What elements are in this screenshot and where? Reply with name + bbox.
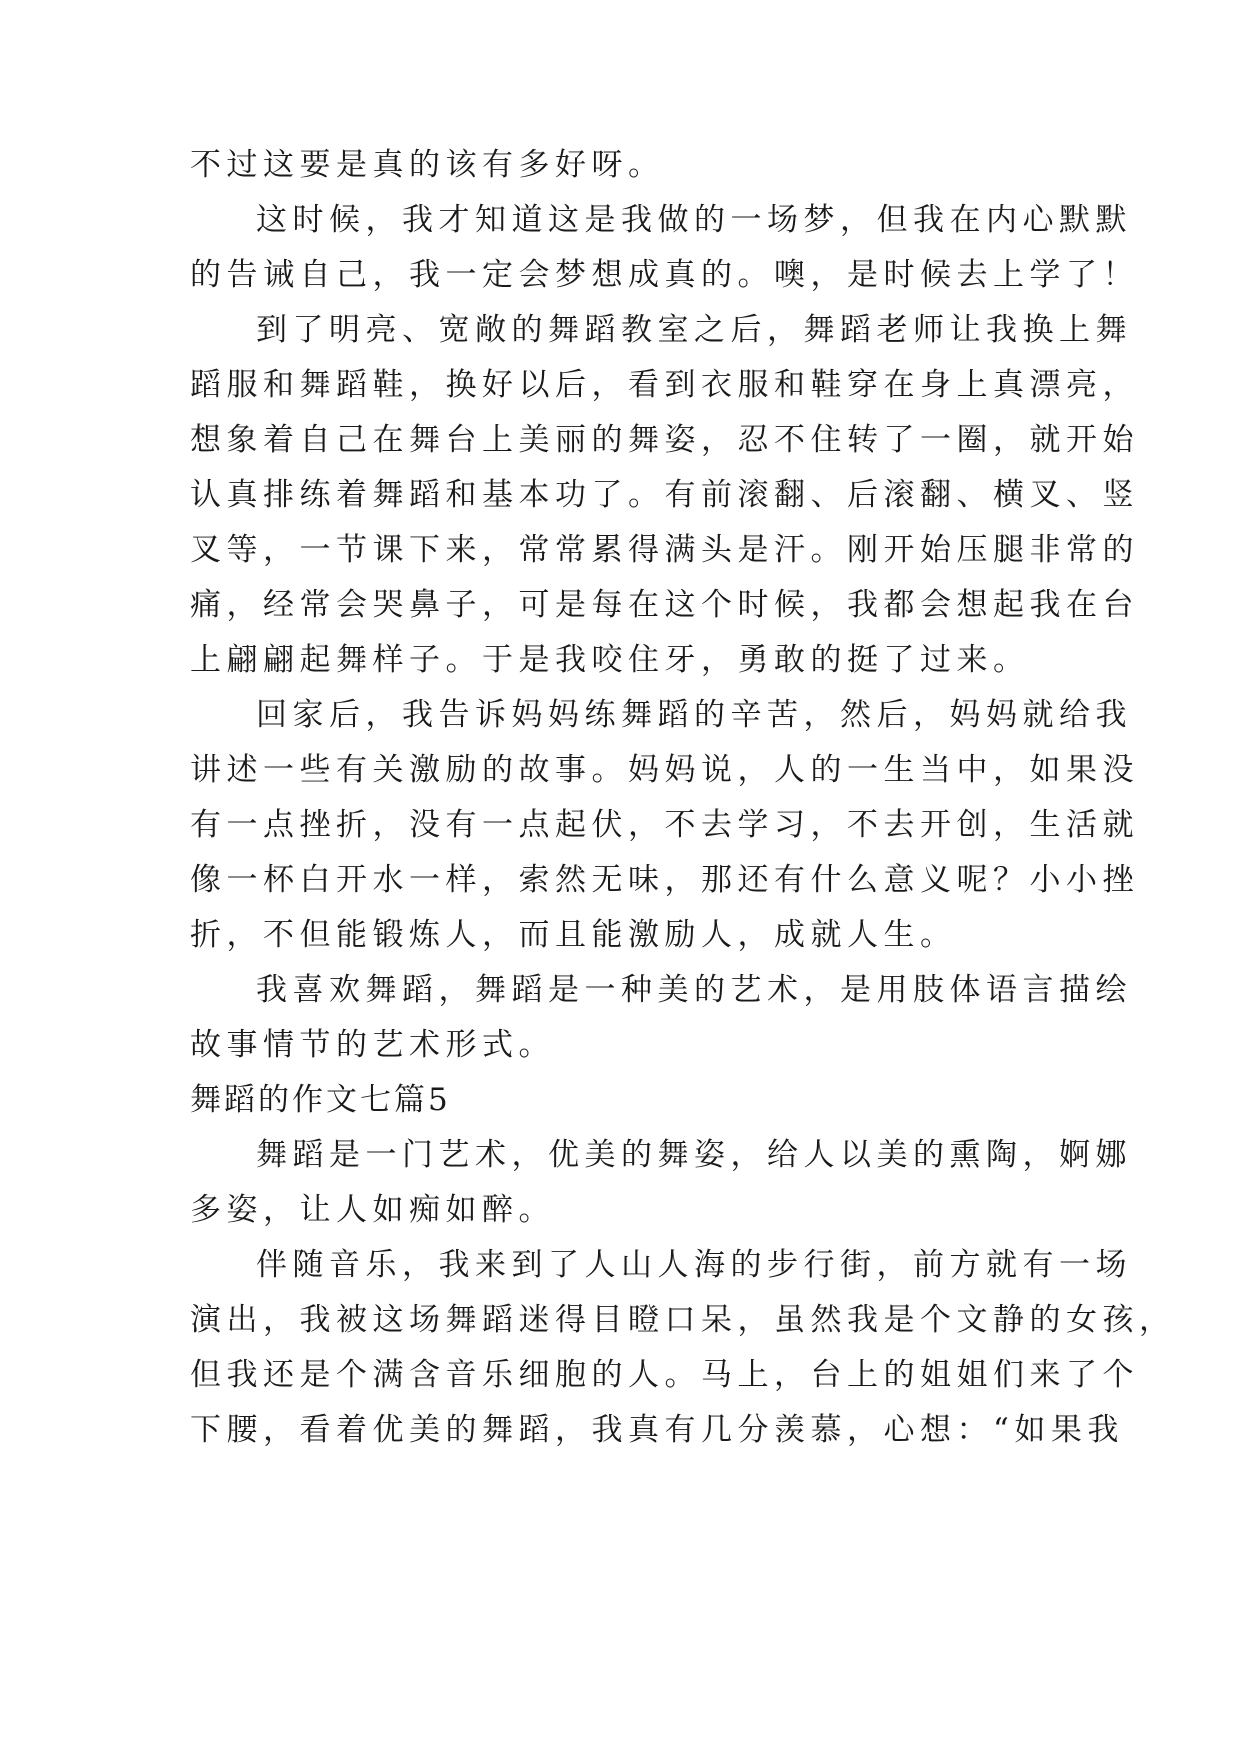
text-line: 叉等，一节课下来，常常累得满头是汗。刚开始压腿非常的: [190, 532, 1139, 568]
text-line: 认真排练着舞蹈和基本功了。有前滚翻、后滚翻、横叉、竖: [190, 477, 1139, 513]
text-line: 的告诫自己，我一定会梦想成真的。噢，是时候去上学了！: [190, 257, 1139, 293]
text-line: 像一杯白开水一样，索然无味，那还有什么意义呢？小小挫: [190, 862, 1139, 898]
text-line: 多姿，让人如痴如醉。: [190, 1192, 555, 1228]
text-line: 演出，我被这场舞蹈迷得目瞪口呆，虽然我是个文静的女孩，: [190, 1302, 1176, 1338]
text-line: 痛，经常会哭鼻子，可是每在这个时候，我都会想起我在台: [190, 587, 1139, 623]
paragraph-start-line: 舞蹈是一门艺术，优美的舞姿，给人以美的熏陶，婀娜: [256, 1137, 1132, 1173]
paragraph-start-line: 到了明亮、宽敞的舞蹈教室之后，舞蹈老师让我换上舞: [256, 312, 1132, 348]
text-line: 下腰，看着优美的舞蹈，我真有几分羡慕，心想：“如果我: [190, 1412, 1124, 1448]
paragraph-start-line: 我喜欢舞蹈，舞蹈是一种美的艺术，是用肢体语言描绘: [256, 972, 1132, 1008]
text-line: 上翩翩起舞样子。于是我咬住牙，勇敢的挺了过来。: [190, 642, 1030, 678]
text-line: 但我还是个满含音乐细胞的人。马上，台上的姐姐们来了个: [190, 1357, 1139, 1393]
text-line: 不过这要是真的该有多好呀。: [190, 147, 665, 183]
paragraph-start-line: 这时候，我才知道这是我做的一场梦，但我在内心默默: [256, 202, 1132, 238]
paragraph-start-line: 伴随音乐，我来到了人山人海的步行街，前方就有一场: [256, 1247, 1132, 1283]
text-line: 蹈服和舞蹈鞋，换好以后，看到衣服和鞋穿在身上真漂亮，: [190, 367, 1139, 403]
text-line: 讲述一些有关激励的故事。妈妈说，人的一生当中，如果没: [190, 752, 1139, 788]
text-line: 故事情节的艺术形式。: [190, 1027, 555, 1063]
text-line: 想象着自己在舞台上美丽的舞姿，忍不住转了一圈，就开始: [190, 422, 1139, 458]
text-line: 有一点挫折，没有一点起伏，不去学习，不去开创，生活就: [190, 807, 1139, 843]
paragraph-start-line: 回家后，我告诉妈妈练舞蹈的辛苦，然后，妈妈就给我: [256, 697, 1132, 733]
section-heading: 舞蹈的作文七篇5: [190, 1082, 451, 1118]
text-line: 折，不但能锻炼人，而且能激励人，成就人生。: [190, 917, 957, 953]
